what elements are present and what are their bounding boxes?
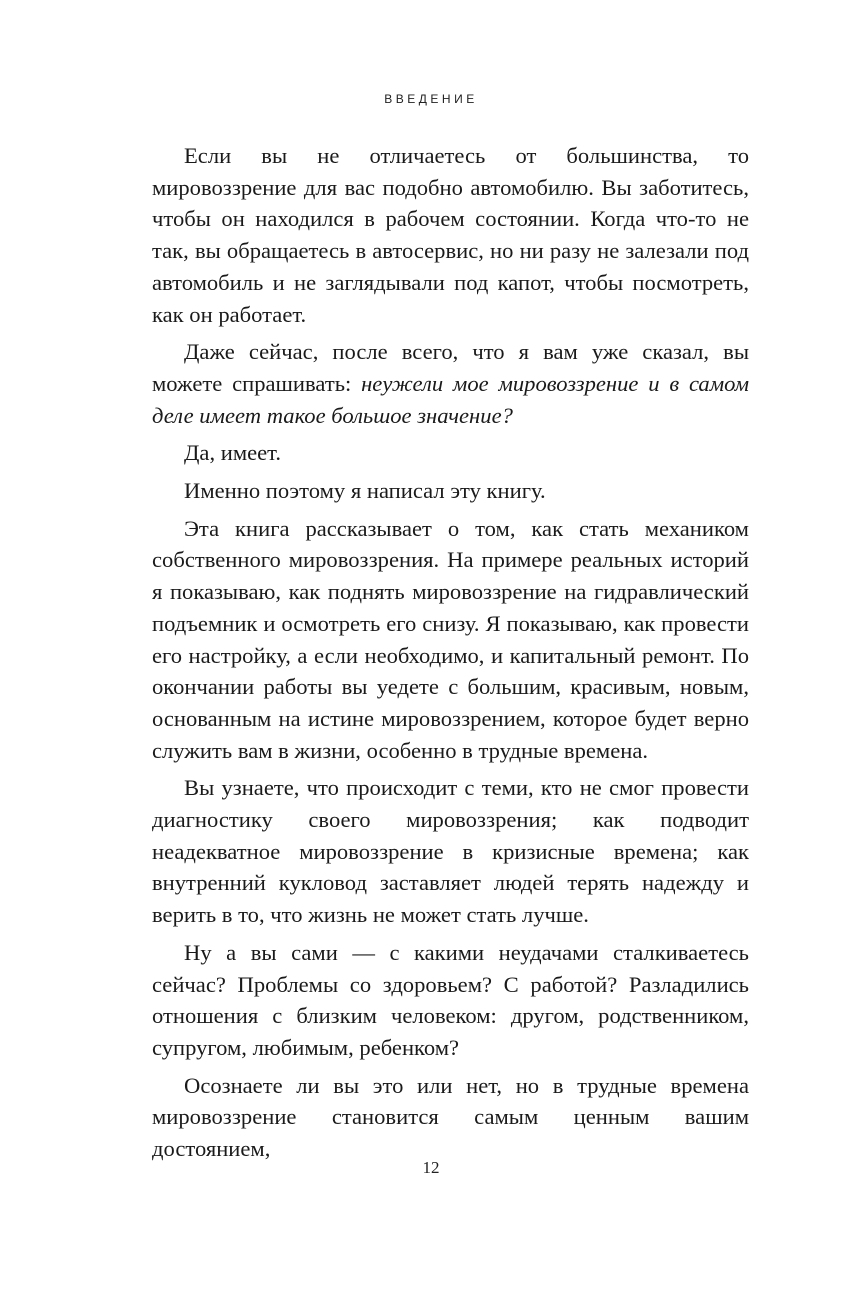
paragraph-2 [152,336,749,431]
paragraph-2-text: Даже сейчас, после всего, что я вам уже сказал, вы можете спрашивать: [152,339,749,396]
paragraph-3: Да, имеет. [184,440,282,466]
paragraph-6: Вы узнаете, что происходит с теми, кто не смог провести диагностику своего мировоззрения; как подводит неадекватное мировоззрение в кризисные времена; как внутренний кукловод заставляет людей терять надежду и верить в то, что жизнь не может стать лучше. [152,775,749,928]
paragraph-1: Если вы не отличаетесь от большинства, то мировоззрение для вас подобно автомобилю. Вы заботитесь, чтобы он находился в рабочем состоянии. Когда что-то не так, вы обращаетесь в автосервис, но ни разу не залезали под автомобиль и не заглядывали под капот, чтобы посмотреть, как он работает. [152,143,749,327]
page-number: 12 [422,1158,440,1177]
paragraph-4: Именно поэтому я написал эту книгу. [184,478,546,504]
paragraph-7: Ну а вы сами — с какими неудачами сталкиваетесь сейчас? Проблемы со здоровьем? С работой? Разладились отношения с близким человеком: другом, родственником, супругом, любимым, ребенком? [152,939,749,1060]
paragraph-2-italic: неужели мое мировоззрение и в самом деле имеет такое большое значение? [152,370,749,428]
page-text [152,140,749,1165]
paragraph-8: Осознаете ли вы это или нет, но в трудные времена мировоззрение становится самым ценным вашим достоянием, [152,1072,749,1162]
running-header: ВВЕДЕНИЕ [384,92,478,106]
paragraph-5: Эта книга рассказывает о том, как стать механиком собственного мировоззрения. На примере реальных историй я показываю, как поднять мировоззрение на гидравлический подъемник и осмотреть его снизу. Я показываю, как провести его настройку, а если необходимо, и капитальный ремонт. По окончании работы вы уедете с большим, красивым, новым, основанным на истине мировоззрением, которое будет верно служить вам в жизни, особенно в трудные времена. [152,515,749,763]
